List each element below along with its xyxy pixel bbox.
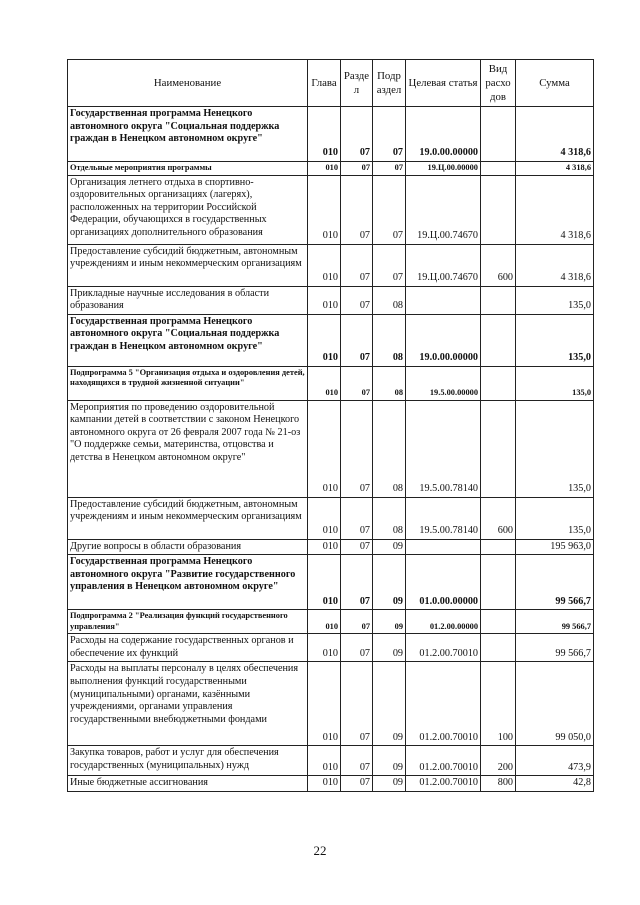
table-row (68, 610, 594, 634)
cell-glava: 010 (308, 610, 341, 634)
cell-summa: 135,0 (516, 400, 594, 497)
table-row (68, 314, 594, 366)
cell-podrazdel: 09 (373, 634, 406, 662)
cell-celevaya: 01.0.00.00000 (406, 555, 481, 610)
cell-summa: 473,9 (516, 746, 594, 776)
cell-podrazdel: 08 (373, 286, 406, 314)
cell-vid (481, 162, 516, 176)
cell-celevaya: 19.Ц.00.00000 (406, 162, 481, 176)
header-celevaya: Целевая статья (406, 60, 481, 107)
table-row (68, 776, 594, 792)
cell-summa: 99 566,7 (516, 610, 594, 634)
cell-podrazdel: 09 (373, 746, 406, 776)
cell-name: Предоставление субсидий бюджетным, автономным учреждениям и иным некоммерческим организациям (68, 497, 308, 539)
cell-summa: 195 963,0 (516, 539, 594, 555)
cell-podrazdel: 07 (373, 162, 406, 176)
cell-vid: 200 (481, 746, 516, 776)
cell-podrazdel: 09 (373, 776, 406, 792)
cell-podrazdel: 09 (373, 555, 406, 610)
cell-vid (481, 366, 516, 400)
header-name: Наименование (68, 60, 308, 107)
cell-vid (481, 634, 516, 662)
page-number: 22 (313, 843, 327, 858)
cell-razdel: 07 (341, 107, 373, 162)
cell-name: Предоставление субсидий бюджетным, автономным учреждениям и иным некоммерческим организациям (68, 244, 308, 286)
cell-glava: 010 (308, 107, 341, 162)
cell-vid (481, 175, 516, 244)
cell-glava: 010 (308, 746, 341, 776)
cell-razdel: 07 (341, 400, 373, 497)
table-row (68, 175, 594, 244)
cell-summa: 135,0 (516, 366, 594, 400)
table-header-row (68, 60, 594, 107)
cell-podrazdel: 08 (373, 497, 406, 539)
cell-summa: 42,8 (516, 776, 594, 792)
table-row (68, 497, 594, 539)
cell-name: Закупка товаров, работ и услуг для обеспечения государственных (муниципальных) нужд (68, 746, 308, 776)
cell-name: Организация летнего отдыха в спортивно-оздоровительных организациях (лагерях), расположенных на территории Российской Федерации, обучающихся в государственных организациях дополнительного образования (68, 175, 308, 244)
cell-name: Государственная программа Ненецкого автономного округа "Социальная поддержка граждан в Ненецком автономном округе" (68, 314, 308, 366)
cell-podrazdel: 07 (373, 244, 406, 286)
table-row (68, 286, 594, 314)
cell-vid (481, 286, 516, 314)
cell-name: Подпрограмма 5 "Организация отдыха и оздоровления детей, находящихся в трудной жизненной ситуации" (68, 366, 308, 400)
cell-razdel: 07 (341, 539, 373, 555)
table-row (68, 662, 594, 746)
cell-podrazdel: 09 (373, 610, 406, 634)
cell-glava: 010 (308, 366, 341, 400)
cell-summa: 135,0 (516, 286, 594, 314)
cell-podrazdel: 08 (373, 366, 406, 400)
cell-podrazdel: 07 (373, 107, 406, 162)
cell-celevaya: 19.Ц.00.74670 (406, 175, 481, 244)
cell-vid (481, 107, 516, 162)
cell-summa: 99 566,7 (516, 555, 594, 610)
cell-razdel: 07 (341, 314, 373, 366)
cell-celevaya: 19.5.00.00000 (406, 366, 481, 400)
cell-vid (481, 400, 516, 497)
cell-celevaya: 01.2.00.70010 (406, 746, 481, 776)
cell-glava: 010 (308, 400, 341, 497)
cell-vid: 800 (481, 776, 516, 792)
cell-celevaya: 19.0.00.00000 (406, 107, 481, 162)
cell-celevaya: 19.5.00.78140 (406, 497, 481, 539)
cell-celevaya: 01.2.00.70010 (406, 634, 481, 662)
cell-name: Подпрограмма 2 "Реализация функций государственного управления" (68, 610, 308, 634)
cell-celevaya: 01.2.00.70010 (406, 776, 481, 792)
cell-summa: 4 318,6 (516, 107, 594, 162)
cell-summa: 4 318,6 (516, 162, 594, 176)
cell-razdel: 07 (341, 286, 373, 314)
cell-razdel: 07 (341, 175, 373, 244)
cell-vid (481, 610, 516, 634)
cell-razdel: 07 (341, 662, 373, 746)
cell-razdel: 07 (341, 610, 373, 634)
header-summa: Сумма (516, 60, 594, 107)
cell-celevaya: 01.2.00.00000 (406, 610, 481, 634)
cell-name: Другие вопросы в области образования (68, 539, 308, 555)
cell-podrazdel: 08 (373, 314, 406, 366)
table-row (68, 400, 594, 497)
cell-glava: 010 (308, 662, 341, 746)
cell-summa: 4 318,6 (516, 175, 594, 244)
cell-razdel: 07 (341, 776, 373, 792)
cell-razdel: 07 (341, 555, 373, 610)
table-row (68, 555, 594, 610)
cell-name: Государственная программа Ненецкого автономного округа "Социальная поддержка граждан в Ненецком автономном округе" (68, 107, 308, 162)
cell-name: Прикладные научные исследования в области образования (68, 286, 308, 314)
header-vid: Вид расхо дов (481, 60, 516, 107)
header-razdel: Разде л (341, 60, 373, 107)
cell-razdel: 07 (341, 634, 373, 662)
cell-name: Расходы на выплаты персоналу в целях обеспечения выполнения функций государственными (муниципальными) органами, казёнными учреждениями, органами управления государственными внебюджетными фондами (68, 662, 308, 746)
cell-celevaya: 01.2.00.70010 (406, 662, 481, 746)
cell-celevaya: 19.5.00.78140 (406, 400, 481, 497)
cell-razdel: 07 (341, 746, 373, 776)
cell-vid (481, 314, 516, 366)
table-row (68, 746, 594, 776)
table-row (68, 162, 594, 176)
cell-vid (481, 539, 516, 555)
cell-podrazdel: 09 (373, 662, 406, 746)
cell-name: Расходы на содержание государственных органов и обеспечение их функций (68, 634, 308, 662)
cell-glava: 010 (308, 539, 341, 555)
cell-razdel: 07 (341, 244, 373, 286)
cell-celevaya (406, 539, 481, 555)
cell-glava: 010 (308, 286, 341, 314)
cell-podrazdel: 09 (373, 539, 406, 555)
cell-podrazdel: 07 (373, 175, 406, 244)
budget-table-sheet (67, 59, 593, 792)
cell-podrazdel: 08 (373, 400, 406, 497)
table-row (68, 539, 594, 555)
cell-vid: 600 (481, 244, 516, 286)
header-glava: Глава (308, 60, 341, 107)
cell-glava: 010 (308, 314, 341, 366)
cell-razdel: 07 (341, 162, 373, 176)
cell-celevaya: 19.Ц.00.74670 (406, 244, 481, 286)
cell-summa: 135,0 (516, 314, 594, 366)
cell-razdel: 07 (341, 497, 373, 539)
cell-summa: 99 050,0 (516, 662, 594, 746)
cell-glava: 010 (308, 634, 341, 662)
table-row (68, 107, 594, 162)
cell-celevaya (406, 286, 481, 314)
cell-name: Мероприятия по проведению оздоровительной кампании детей в соответствии с законом Ненецкого автономного округа от 26 февраля 2007 года № 21-оз "О поддержке семьи, материнства, отцовства и детства в Ненецком автономном округе" (68, 400, 308, 497)
cell-name: Государственная программа Ненецкого автономного округа "Развитие государственного управления в Ненецком автономном округе" (68, 555, 308, 610)
cell-glava: 010 (308, 555, 341, 610)
cell-summa: 4 318,6 (516, 244, 594, 286)
cell-name: Отдельные мероприятия программы (68, 162, 308, 176)
cell-razdel: 07 (341, 366, 373, 400)
cell-glava: 010 (308, 776, 341, 792)
cell-glava: 010 (308, 244, 341, 286)
cell-celevaya: 19.0.00.00000 (406, 314, 481, 366)
cell-summa: 99 566,7 (516, 634, 594, 662)
cell-vid (481, 555, 516, 610)
table-row (68, 244, 594, 286)
cell-name: Иные бюджетные ассигнования (68, 776, 308, 792)
cell-summa: 135,0 (516, 497, 594, 539)
budget-table (67, 59, 594, 792)
cell-glava: 010 (308, 497, 341, 539)
cell-glava: 010 (308, 162, 341, 176)
cell-glava: 010 (308, 175, 341, 244)
table-row (68, 366, 594, 400)
cell-vid: 100 (481, 662, 516, 746)
header-podrazdel: Подр аздел (373, 60, 406, 107)
table-row (68, 634, 594, 662)
cell-vid: 600 (481, 497, 516, 539)
